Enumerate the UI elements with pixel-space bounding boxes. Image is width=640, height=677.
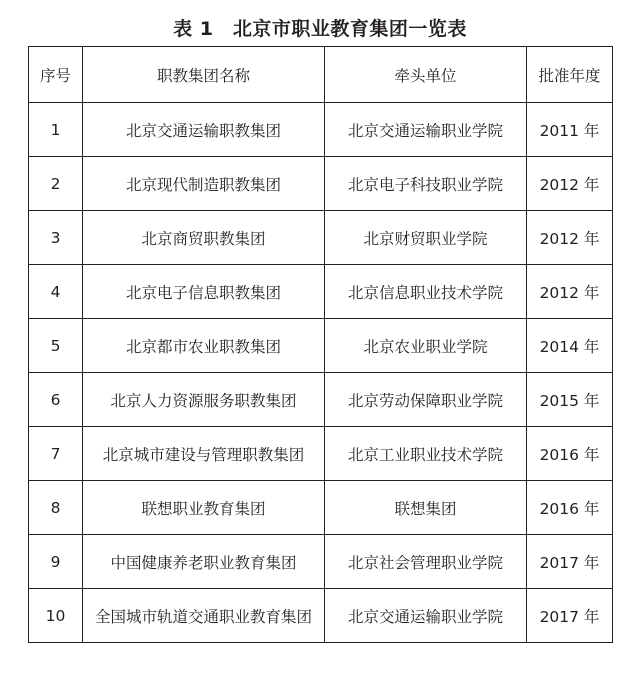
cell-lead-institution: 北京交通运输职业学院 <box>325 589 527 643</box>
table-row <box>29 265 613 319</box>
table-row <box>29 103 613 157</box>
cell-serial-number: 4 <box>29 265 83 319</box>
cell-lead-institution: 北京社会管理职业学院 <box>325 535 527 589</box>
vocational-groups-table <box>28 46 613 643</box>
cell-serial-number: 5 <box>29 319 83 373</box>
cell-group-name: 北京都市农业职教集团 <box>83 319 325 373</box>
cell-group-name: 北京商贸职教集团 <box>83 211 325 265</box>
cell-group-name: 北京城市建设与管理职教集团 <box>83 427 325 481</box>
cell-group-name: 中国健康养老职业教育集团 <box>83 535 325 589</box>
header-group-name: 职教集团名称 <box>83 47 325 103</box>
cell-approval-year: 2011 年 <box>527 103 613 157</box>
cell-serial-number: 7 <box>29 427 83 481</box>
header-serial-number: 序号 <box>29 47 83 103</box>
header-lead-institution: 牵头单位 <box>325 47 527 103</box>
table-row <box>29 481 613 535</box>
cell-approval-year: 2012 年 <box>527 211 613 265</box>
table-row <box>29 535 613 589</box>
cell-serial-number: 1 <box>29 103 83 157</box>
cell-approval-year: 2015 年 <box>527 373 613 427</box>
cell-lead-institution: 北京信息职业技术学院 <box>325 265 527 319</box>
header-approval-year: 批准年度 <box>527 47 613 103</box>
cell-lead-institution: 联想集团 <box>325 481 527 535</box>
header-row <box>29 47 613 103</box>
cell-serial-number: 10 <box>29 589 83 643</box>
cell-serial-number: 2 <box>29 157 83 211</box>
cell-group-name: 联想职业教育集团 <box>83 481 325 535</box>
cell-group-name: 北京人力资源服务职教集团 <box>83 373 325 427</box>
cell-serial-number: 9 <box>29 535 83 589</box>
cell-approval-year: 2012 年 <box>527 157 613 211</box>
cell-group-name: 北京交通运输职教集团 <box>83 103 325 157</box>
table-row <box>29 157 613 211</box>
cell-group-name: 全国城市轨道交通职业教育集团 <box>83 589 325 643</box>
cell-lead-institution: 北京劳动保障职业学院 <box>325 373 527 427</box>
cell-group-name: 北京现代制造职教集团 <box>83 157 325 211</box>
cell-serial-number: 3 <box>29 211 83 265</box>
cell-approval-year: 2014 年 <box>527 319 613 373</box>
cell-lead-institution: 北京工业职业技术学院 <box>325 427 527 481</box>
cell-lead-institution: 北京交通运输职业学院 <box>325 103 527 157</box>
table-row <box>29 319 613 373</box>
cell-lead-institution: 北京电子科技职业学院 <box>325 157 527 211</box>
table-row <box>29 211 613 265</box>
cell-lead-institution: 北京财贸职业学院 <box>325 211 527 265</box>
cell-lead-institution: 北京农业职业学院 <box>325 319 527 373</box>
cell-approval-year: 2017 年 <box>527 589 613 643</box>
cell-group-name: 北京电子信息职教集团 <box>83 265 325 319</box>
table-row <box>29 427 613 481</box>
cell-approval-year: 2016 年 <box>527 481 613 535</box>
cell-approval-year: 2016 年 <box>527 427 613 481</box>
cell-approval-year: 2012 年 <box>527 265 613 319</box>
table-title: 表 1 北京市职业教育集团一览表 <box>173 18 467 40</box>
cell-serial-number: 8 <box>29 481 83 535</box>
table-row <box>29 373 613 427</box>
table-row <box>29 589 613 643</box>
cell-serial-number: 6 <box>29 373 83 427</box>
cell-approval-year: 2017 年 <box>527 535 613 589</box>
